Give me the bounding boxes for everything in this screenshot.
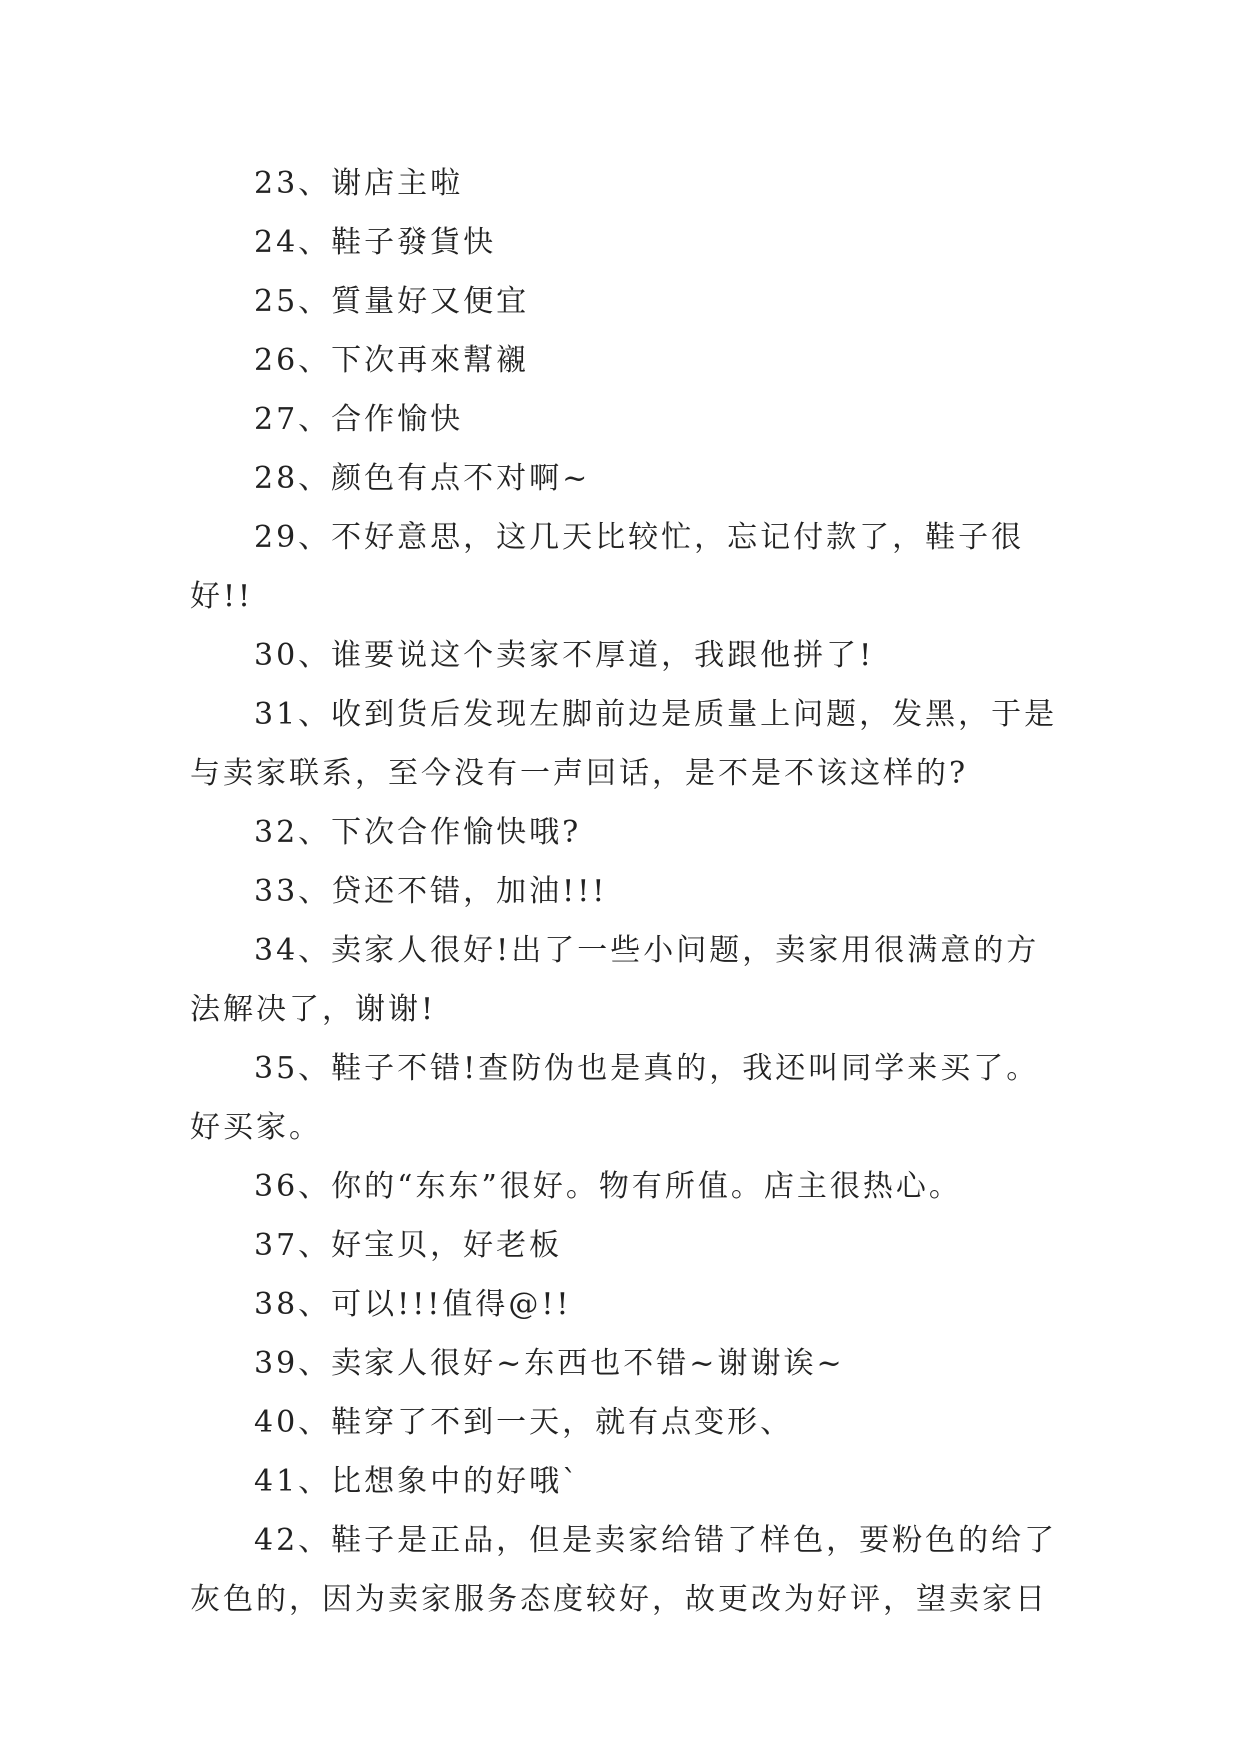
- list-item: 41、比想象中的好哦`: [254, 1464, 581, 1499]
- list-item: 28、颜色有点不对啊~: [254, 461, 591, 496]
- list-item: 40、鞋穿了不到一天，就有点变形、: [254, 1405, 794, 1440]
- list-item: 37、好宝贝，好老板: [254, 1228, 563, 1263]
- list-item: 31、收到货后发现左脚前边是质量上问题，发黑，于是与卖家联系，至今没有一声回话，是不是不该这样的?: [190, 697, 1058, 791]
- list-item: 23、谢店主啦: [254, 166, 464, 201]
- list-item: 32、下次合作愉快哦?: [254, 815, 582, 850]
- list-item: 24、鞋子發貨快: [254, 225, 497, 260]
- list-item: 42、鞋子是正品，但是卖家给错了样色，要粉色的给了灰色的，因为卖家服务态度较好，故更改为好评，望卖家日: [190, 1523, 1058, 1617]
- list-item: 39、卖家人很好~东西也不错~谢谢诶~: [254, 1346, 845, 1381]
- list-item: 26、下次再來幫襯: [254, 343, 530, 378]
- review-list: [190, 154, 1062, 1629]
- list-item: 25、質量好又便宜: [254, 284, 530, 319]
- list-item: 38、可以!!!值得@!!: [254, 1287, 572, 1322]
- list-item: 29、不好意思，这几天比较忙，忘记付款了，鞋子很好!!: [190, 520, 1025, 614]
- list-item: 34、卖家人很好!出了一些小问题，卖家用很满意的方法解决了，谢谢!: [190, 933, 1040, 1027]
- list-item: 35、鞋子不错!查防伪也是真的，我还叫同学来买了。好买家。: [190, 1051, 1040, 1145]
- list-item: 36、你的“东东”很好。物有所值。店主很热心。: [254, 1169, 962, 1204]
- list-item: 33、贷还不错，加油!!!: [254, 874, 608, 909]
- list-item: 30、谁要说这个卖家不厚道，我跟他拼了!: [254, 638, 875, 673]
- list-item: 27、合作愉快: [254, 402, 464, 437]
